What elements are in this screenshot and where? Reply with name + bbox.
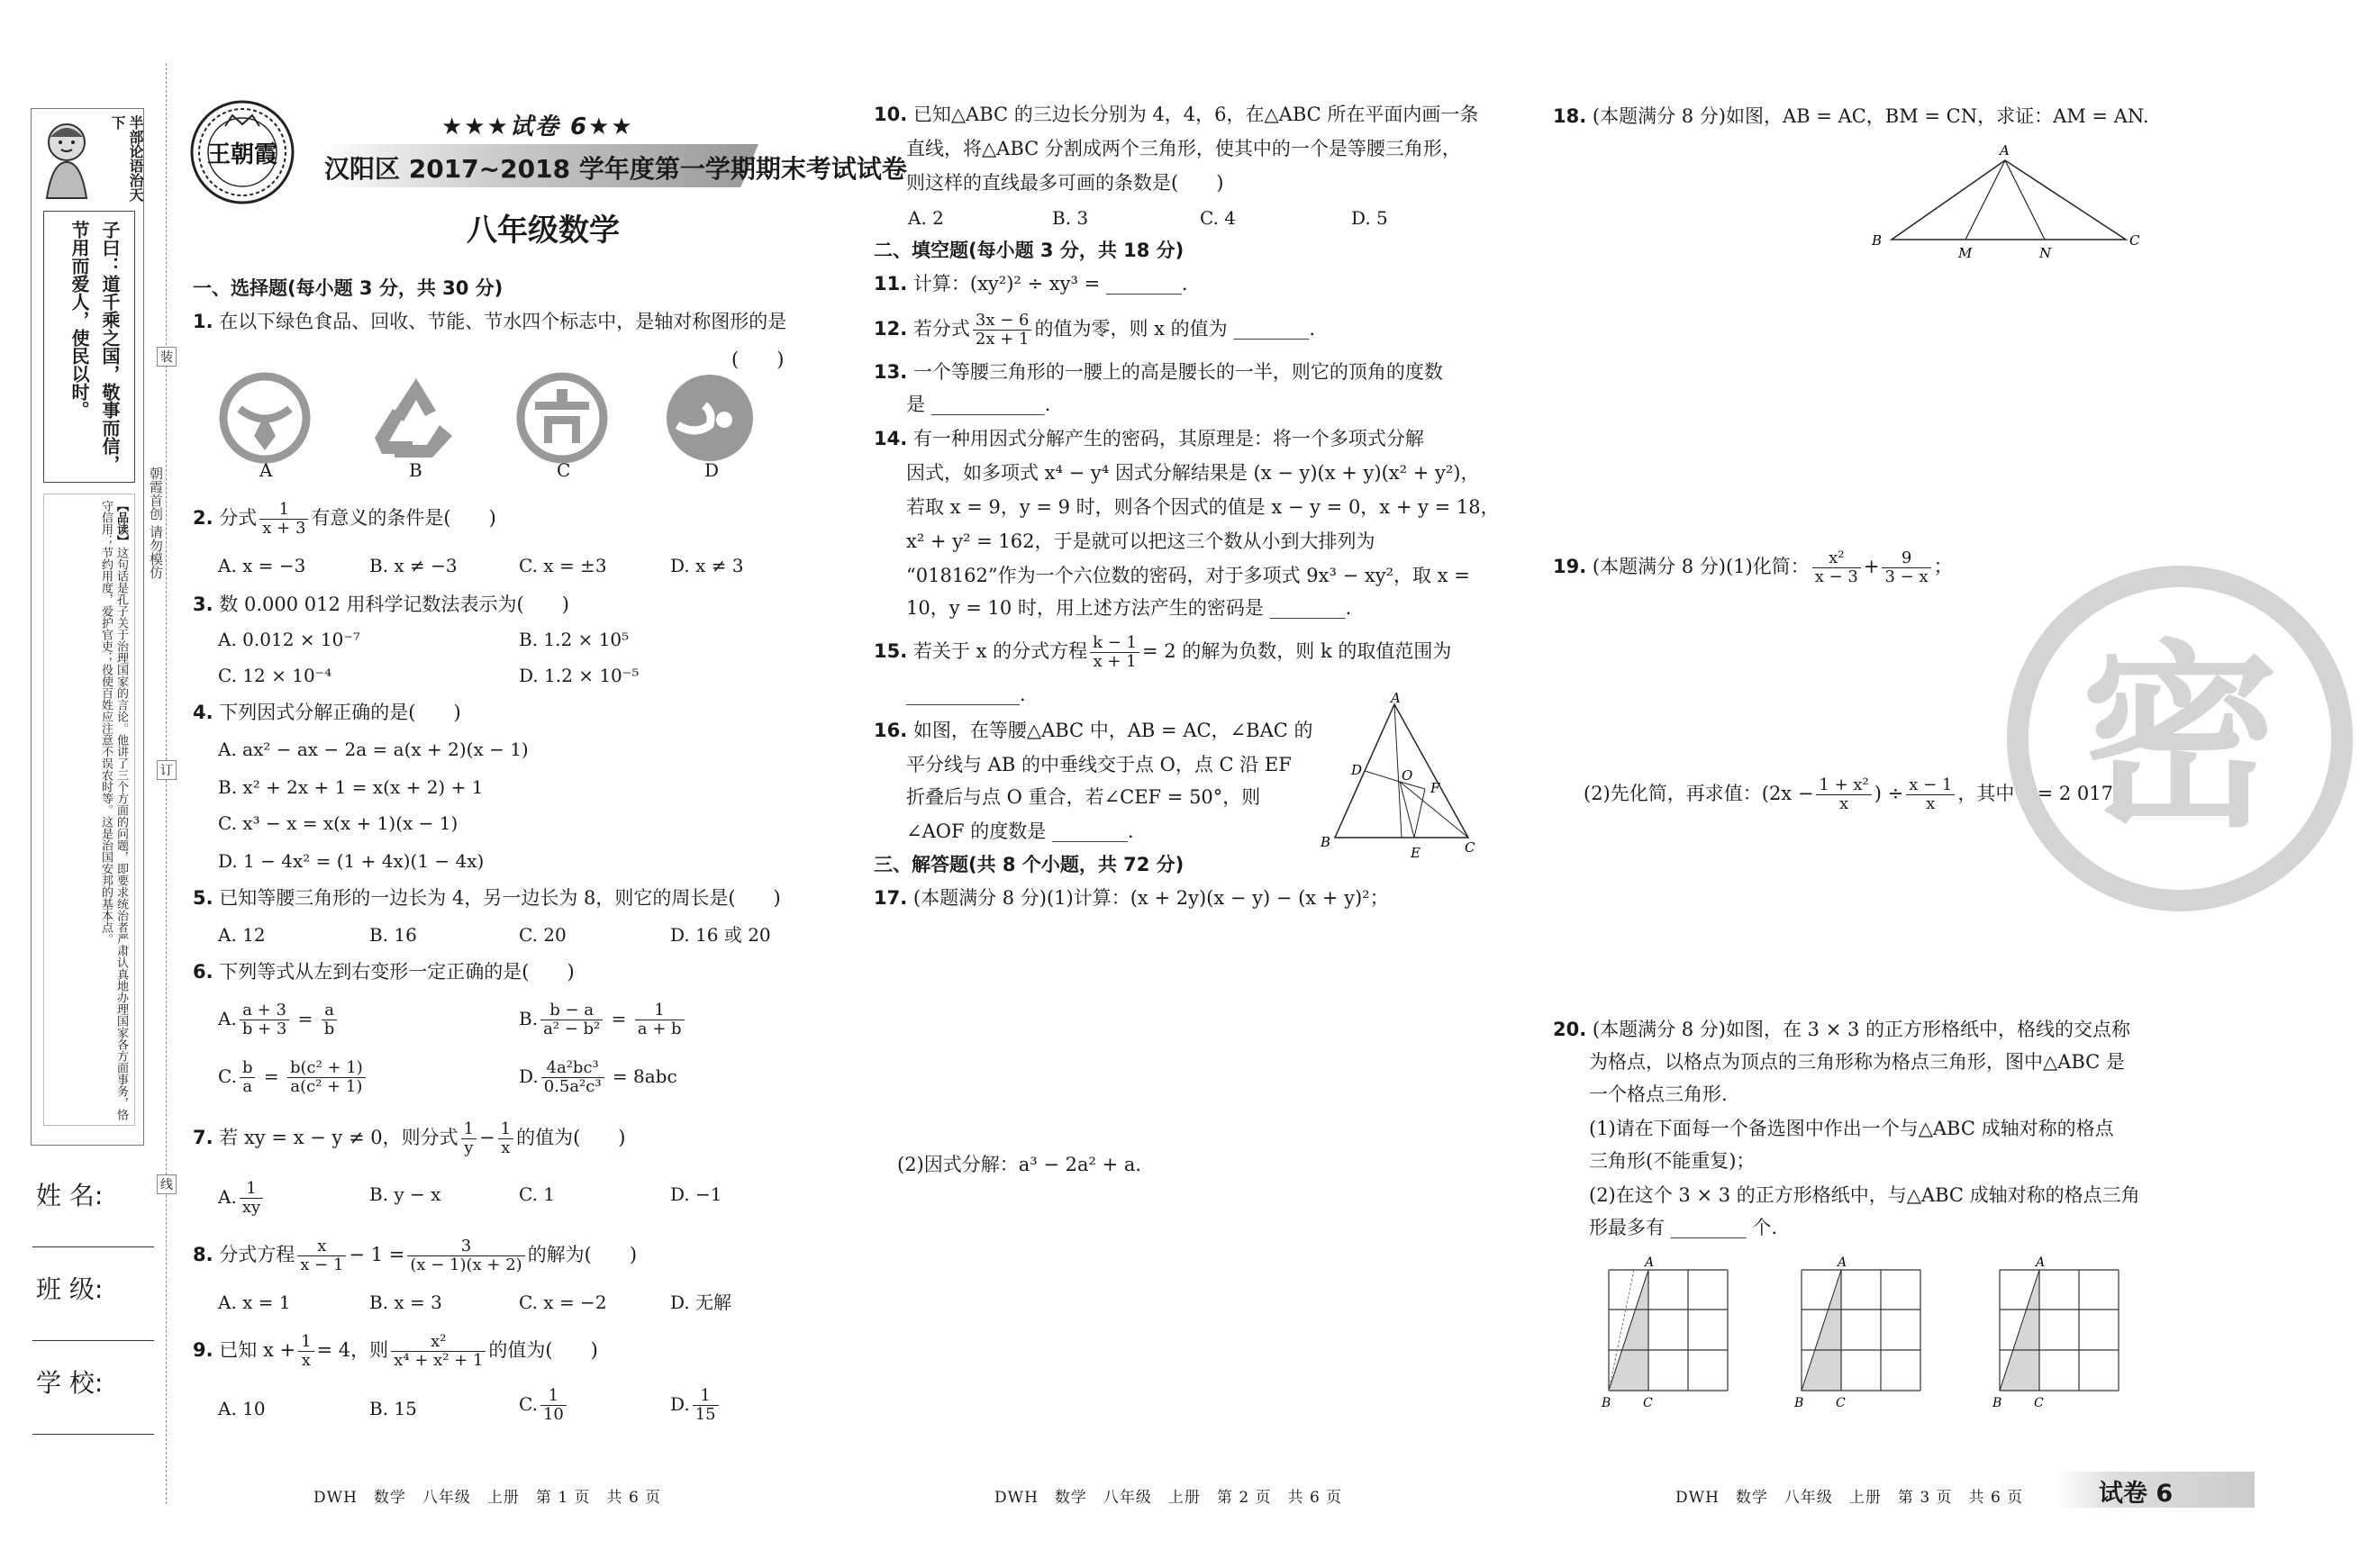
- q16-label-f: F: [1430, 780, 1440, 796]
- q16-label-a: A: [1391, 690, 1401, 706]
- q2-option-b: B. x ≠ −3: [369, 555, 458, 576]
- q9-c-frac: [540, 1387, 567, 1424]
- q6-number: 6.: [193, 961, 213, 983]
- q19-frac2: [1882, 549, 1930, 586]
- question-10: [874, 101, 1478, 128]
- q16-figure: [1315, 690, 1477, 868]
- q18-number: 18.: [1553, 105, 1587, 127]
- question-15: [874, 634, 1451, 671]
- q19-mid: +: [1863, 556, 1880, 577]
- q20-line-5: 三角形(不能重复)；: [1589, 1150, 1756, 1172]
- q19-n2: 9: [1882, 549, 1930, 568]
- q20-grid3-label-a: A: [2036, 1255, 2046, 1270]
- q9-option-c: [519, 1387, 569, 1424]
- q20-grid-2: [1787, 1257, 1922, 1416]
- q15-line-2: ____________.: [906, 684, 1026, 705]
- q19-p2-frac1: [1816, 776, 1871, 813]
- header-badge: ★★★试卷 6★★: [441, 113, 634, 140]
- q7-a-d: xy: [241, 1198, 261, 1217]
- question-16: [874, 717, 1312, 744]
- question-8: [193, 1237, 637, 1274]
- q1-text: 在以下绿色食品、回收、节能、节水四个标志中，是轴对称图形的是: [219, 311, 787, 332]
- footer-page-3: DWH 数学 八年级 上册 第 3 页 共 6 页: [1675, 1489, 2024, 1507]
- secret-watermark: [2000, 558, 2297, 919]
- q6-c-frac1: [240, 1059, 256, 1096]
- q19-p2-pre: (2)先化简，再求值：(2x −: [1584, 783, 1814, 804]
- q9-d-label: D.: [670, 1393, 690, 1415]
- question-20: [1553, 1016, 2130, 1043]
- q20-grid1-label-c: C: [1643, 1396, 1653, 1410]
- q7-mid: −: [479, 1127, 495, 1148]
- q19-pre: (本题满分 8 分)(1)化简：: [1592, 556, 1810, 577]
- q15-pre: 若关于 x 的分式方程: [912, 640, 1088, 662]
- q7-frac1: [461, 1120, 477, 1157]
- q8-number: 8.: [193, 1244, 213, 1265]
- q6-a-frac1: [240, 1002, 290, 1038]
- q3-text: 数 0.000 012 用科学记数法表示为( ): [219, 594, 569, 615]
- class-field-line: [32, 1340, 154, 1341]
- q14-line-5: “018162”作为一个六位数的密码，对于多项式 9x³ − xy²，取 x =: [906, 565, 1470, 586]
- q16-label-o: O: [1402, 767, 1413, 784]
- q19-p2-d1: x: [1839, 794, 1849, 813]
- question-14: [874, 425, 1424, 452]
- q20-grid3-label-b: B: [1992, 1396, 2002, 1410]
- q1-label-b: B: [409, 459, 422, 481]
- q9-number: 9.: [193, 1339, 213, 1361]
- q2-option-a: A. x = −3: [218, 555, 306, 576]
- q20-grid1-label-a: A: [1645, 1255, 1655, 1270]
- q17-part-2: (2)因式分解：a³ − 2a² + a.: [897, 1154, 1142, 1175]
- q10-option-a: A. 2: [908, 207, 944, 229]
- q7-frac2: [498, 1120, 513, 1157]
- q12-number: 12.: [874, 318, 908, 340]
- q15-n: k − 1: [1090, 634, 1139, 653]
- q20-grid2-label-a: A: [1838, 1255, 1847, 1270]
- q20-grid1-label-b: B: [1602, 1396, 1611, 1410]
- seal-mark-2: 订: [157, 760, 177, 780]
- q6-option-d: [519, 1059, 677, 1096]
- q16-label-c: C: [1465, 839, 1475, 856]
- class-label: 班 级:: [36, 1274, 104, 1304]
- sidebar-pindu-label: 【品读】: [114, 500, 128, 547]
- q9-n2: x²: [391, 1333, 486, 1352]
- q7-post: 的值为( ): [516, 1127, 626, 1148]
- sidebar-avatar: [34, 115, 99, 202]
- q18-label-b: B: [1872, 232, 1883, 249]
- q19-p2-n2: x − 1: [1906, 776, 1955, 795]
- q2-post: 有意义的条件是( ): [311, 507, 496, 529]
- question-9: [193, 1333, 598, 1370]
- q12-n: 3x − 6: [973, 312, 1032, 331]
- q6-text: 下列等式从左到右变形一定正确的是( ): [219, 961, 575, 983]
- q1-number: 1.: [193, 311, 213, 332]
- q15-post: = 2 的解为负数，则 k 的取值范围为: [1141, 640, 1452, 662]
- q16-line-4: ∠AOF 的度数是 ________.: [906, 820, 1134, 842]
- q1-label-c: C: [557, 459, 571, 481]
- q1-logo-b-recycle-icon: [368, 373, 465, 467]
- question-11: [874, 270, 1188, 297]
- q6-d-frac1: [541, 1059, 604, 1096]
- q17-text: (本题满分 8 分)(1)计算：(x + 2y)(x − y) − (x + y)²；: [912, 887, 1389, 909]
- q20-line-7: 形最多有 ________ 个.: [1589, 1217, 1778, 1238]
- q7-a-n: 1: [240, 1180, 263, 1199]
- question-5: [193, 884, 781, 911]
- q19-p2-post: ，其中 x = 2 017.: [1957, 783, 2119, 804]
- q17-number: 17.: [874, 887, 908, 909]
- footer-page-1: DWH 数学 八年级 上册 第 1 页 共 6 页: [313, 1489, 662, 1507]
- watermark-glyph: 密: [2080, 623, 2280, 854]
- q10-option-b: B. 3: [1052, 207, 1089, 229]
- q6-b-n1: b − a: [540, 1002, 603, 1020]
- q3-number: 3.: [193, 594, 213, 615]
- q1-label-a: A: [259, 459, 273, 481]
- q16-label-e: E: [1411, 845, 1421, 861]
- q8-option-c: C. x = −2: [519, 1292, 607, 1313]
- q4-number: 4.: [193, 702, 213, 723]
- q14-number: 14.: [874, 428, 908, 449]
- q6-a-label: A.: [218, 1008, 237, 1029]
- q4-option-d: D. 1 − 4x² = (1 + 4x)(1 − 4x): [218, 850, 485, 872]
- q8-post: 的解为( ): [527, 1244, 638, 1265]
- q2-number: 2.: [193, 507, 213, 529]
- q5-option-d: D. 16 或 20: [670, 924, 771, 946]
- q16-line-3: 折叠后与点 O 重合，若∠CEF = 50°，则: [906, 786, 1261, 808]
- q5-number: 5.: [193, 887, 213, 909]
- q4-option-b: B. x² + 2x + 1 = x(x + 2) + 1: [218, 776, 484, 798]
- q9-post: 的值为( ): [488, 1339, 598, 1361]
- question-18: [1553, 103, 2149, 130]
- q19-p2-d2: x: [1926, 794, 1936, 813]
- q20-grid-3: [1985, 1257, 2120, 1416]
- q6-b-d1: a² − b²: [543, 1020, 601, 1038]
- question-19: [1553, 549, 1953, 586]
- q8-d1: x − 1: [300, 1255, 344, 1274]
- q6-option-c: C. $\frac{b}{a}$ = $\frac{\text{b(c² + 1)}}{\text{a(c² + 1)}}$: [218, 1059, 368, 1096]
- q3-option-b: B. 1.2 × 10⁵: [519, 629, 630, 650]
- q7-d1: y: [464, 1138, 474, 1157]
- q4-option-a: A. ax² − ax − 2a = a(x + 2)(x − 1): [218, 739, 529, 760]
- q9-d-n: 1: [693, 1387, 719, 1406]
- q7-option-c: C. 1: [519, 1183, 556, 1205]
- question-4: [193, 699, 461, 726]
- q16-number: 16.: [874, 720, 908, 741]
- q19-d1: x − 3: [1814, 567, 1858, 586]
- q6-c-d1: a: [242, 1077, 253, 1096]
- q19-p2-mid: ) ÷: [1874, 783, 1904, 804]
- q6-b-label: B.: [519, 1008, 539, 1029]
- exam-title: 汉阳区 2017~2018 学年度第一学期期末考试试卷: [324, 154, 907, 184]
- q12-frac: [973, 312, 1032, 349]
- q7-pre: 若 xy = x − y ≠ 0，则分式: [219, 1127, 458, 1148]
- q9-option-a: A. 10: [218, 1398, 266, 1419]
- q1-answer-paren: ( ): [731, 349, 785, 370]
- q7-option-b: B. y − x: [369, 1183, 441, 1205]
- q16-line-1: 如图，在等腰△ABC 中，AB = AC，∠BAC 的: [912, 720, 1313, 741]
- q9-n1: 1: [298, 1333, 313, 1352]
- q9-pre: 已知 x +: [219, 1339, 296, 1361]
- q9-d1: x: [301, 1351, 311, 1370]
- q9-option-b: B. 15: [369, 1398, 417, 1419]
- q9-d-d: 15: [694, 1405, 716, 1424]
- q2-frac-num: 1: [259, 501, 308, 520]
- q1-logo-c-icon: [517, 373, 607, 467]
- q20-number: 20.: [1553, 1019, 1587, 1040]
- q19-frac1: [1812, 549, 1861, 586]
- name-label: 姓 名:: [36, 1181, 104, 1210]
- q16-line-2: 平分线与 AB 的中垂线交于点 O，点 C 沿 EF: [906, 754, 1292, 775]
- q1-logo-a-icon: [220, 373, 310, 467]
- q14-line-4: x² + y² = 162，于是就可以把这三个数从小到大排列为: [906, 530, 1375, 552]
- q7-a-frac: [240, 1180, 263, 1217]
- q6-c-n1: b: [240, 1059, 256, 1078]
- q19-d2: 3 − x: [1884, 567, 1929, 586]
- question-12: [874, 312, 1315, 349]
- q2-option-d: D. x ≠ 3: [670, 555, 744, 576]
- q18-label-m: M: [1958, 245, 1973, 261]
- q9-c-n: 1: [540, 1387, 567, 1406]
- q19-p2-frac2: [1906, 776, 1955, 813]
- question-1: [193, 308, 786, 335]
- q9-c-d: 10: [542, 1405, 564, 1424]
- section-2-heading: 二、填空题(每小题 3 分，共 18 分): [874, 240, 1185, 261]
- q9-frac1: [298, 1333, 313, 1370]
- q15-number: 15.: [874, 640, 908, 662]
- q3-option-c: C. 12 × 10⁻⁴: [218, 665, 332, 686]
- q6-option-a: A. $\frac{a + 3}{b + 3}$ = $\frac{a}{b}$: [218, 1002, 340, 1038]
- question-2: [193, 501, 496, 538]
- q14-line-2: 因式，如多项式 x⁴ − y⁴ 因式分解结果是 (x − y)(x + y)(x² + y²)，: [906, 462, 1480, 484]
- q7-d2: x: [501, 1138, 511, 1157]
- q7-number: 7.: [193, 1127, 213, 1148]
- margin-note: 朝霞首创 请勿模仿: [148, 467, 164, 579]
- question-13: [874, 358, 1443, 385]
- q2-pre: 分式: [219, 507, 258, 529]
- question-17: [874, 884, 1389, 911]
- sidebar-quote: 子曰：道千乘之国，敬事而信，节用而爱人，使民以时。: [68, 221, 121, 473]
- question-3: [193, 591, 569, 618]
- q8-frac2: [407, 1237, 524, 1274]
- q12-d: 2x + 1: [975, 330, 1030, 349]
- sidebar-pindu-text: 这句话是孔子关于治理国家的言论。他讲了三个方面的问题，即要求统治者严肃认真地办理国家各方面事务，恪守信用；节约用度，爱护官吏；役使百姓应注意不误农时等。这是治国安邦的基本点。: [99, 500, 128, 1120]
- q2-fraction: [259, 501, 308, 538]
- question-7: [193, 1120, 625, 1157]
- q9-c-label: C.: [519, 1393, 538, 1415]
- q11-text: 计算：(xy²)² ÷ xy³ = ________.: [912, 273, 1188, 295]
- q7-n1: 1: [461, 1120, 477, 1139]
- name-field-line: [32, 1246, 154, 1247]
- q15-frac: [1090, 634, 1139, 671]
- q9-frac2: [391, 1333, 486, 1370]
- q8-pre: 分式方程: [219, 1244, 295, 1265]
- q14-line-1: 有一种用因式分解产生的密码，其原理是：将一个多项式分解: [912, 428, 1424, 449]
- q18-label-c: C: [2129, 232, 2140, 249]
- q8-n1: x: [297, 1237, 346, 1256]
- question-6: [193, 958, 575, 985]
- q11-number: 11.: [874, 273, 908, 295]
- q10-option-c: C. 4: [1200, 207, 1237, 229]
- q8-option-b: B. x = 3: [369, 1292, 442, 1313]
- q16-label-b: B: [1321, 834, 1331, 850]
- q6-b-frac2: [635, 1002, 685, 1038]
- q8-mid: − 1 =: [349, 1244, 405, 1265]
- q6-c-label: C.: [218, 1065, 237, 1087]
- q19-post: ；: [1933, 556, 1953, 577]
- q6-a-d2: b: [323, 1020, 335, 1038]
- q5-option-a: A. 12: [218, 924, 266, 946]
- q20-grid-1: [1594, 1257, 1729, 1416]
- q14-line-3: 若取 x = 9，y = 9 时，则各个因式的值是 x − y = 0，x + y = 18，: [906, 496, 1500, 518]
- q16-label-d: D: [1351, 762, 1363, 778]
- q5-text: 已知等腰三角形的一边长为 4，另一边长为 8，则它的周长是( ): [219, 887, 781, 909]
- q7-n2: 1: [498, 1120, 513, 1139]
- q10-number: 10.: [874, 104, 908, 125]
- q10-option-d: D. 5: [1351, 207, 1388, 229]
- q6-a-n2: a: [322, 1002, 338, 1020]
- q6-c-d2: a(c² + 1): [290, 1077, 363, 1096]
- school-label: 学 校:: [36, 1368, 104, 1398]
- q20-grid3-label-c: C: [2034, 1396, 2044, 1410]
- q6-b-frac1: [540, 1002, 603, 1038]
- q20-grid2-label-b: B: [1794, 1396, 1804, 1410]
- q6-a-n1: a + 3: [240, 1002, 290, 1020]
- q19-n1: x²: [1812, 549, 1861, 568]
- q6-c-frac2: [287, 1059, 366, 1096]
- school-field-line: [32, 1434, 154, 1435]
- sidebar-pindu-box: [43, 494, 135, 1126]
- q10-line-1: 已知△ABC 的三边长分别为 4，4，6，在△ABC 所在平面内画一条: [912, 104, 1479, 125]
- q6-b-n2: 1: [635, 1002, 685, 1020]
- q2-frac-den: x + 3: [262, 519, 306, 538]
- q6-d-d1: 0.5a²c³: [543, 1077, 602, 1096]
- q12-pre: 若分式: [912, 318, 970, 340]
- section-3-heading: 三、解答题(共 8 个小题，共 72 分): [874, 854, 1185, 875]
- q9-mid: = 4，则: [316, 1339, 389, 1361]
- logo-text: 王朝霞: [206, 141, 278, 168]
- q18-label-n: N: [2039, 245, 2052, 261]
- q6-d-label: D.: [519, 1065, 539, 1087]
- q18-figure: [1865, 139, 2144, 268]
- q19-number: 19.: [1553, 556, 1587, 577]
- seal-mark-1: 装: [157, 347, 177, 367]
- q20-line-6: (2)在这个 3 × 3 的正方形格纸中，与△ABC 成轴对称的格点三角: [1589, 1184, 2140, 1206]
- q18-label-a: A: [2000, 142, 2010, 159]
- q8-option-a: A. x = 1: [218, 1292, 291, 1313]
- q20-grid2-label-c: C: [1836, 1396, 1846, 1410]
- q13-line-1: 一个等腰三角形的一腰上的高是腰长的一半，则它的顶角的度数: [912, 361, 1443, 383]
- q8-frac1: [297, 1237, 346, 1274]
- q7-option-d: D. −1: [670, 1183, 722, 1205]
- q1-logo-d-water-icon: [665, 373, 755, 467]
- q19-p2-n1: 1 + x²: [1816, 776, 1871, 795]
- binding-line: [166, 63, 167, 1504]
- q8-option-d: D. 无解: [670, 1292, 732, 1313]
- q8-n2: 3: [407, 1237, 524, 1256]
- q5-option-c: C. 20: [519, 924, 567, 946]
- q1-label-d: D: [704, 459, 720, 481]
- q4-text: 下列因式分解正确的是( ): [219, 702, 461, 723]
- q20-line-3: 一个格点三角形.: [1589, 1083, 1728, 1105]
- seal-mark-3: 线: [157, 1174, 177, 1194]
- q9-d-frac: [693, 1387, 719, 1424]
- sidebar-vertical-title: 半部论语治天下: [109, 115, 144, 202]
- q6-d-n1: 4a²bc³: [541, 1059, 604, 1078]
- logo-emblem: [189, 99, 295, 205]
- q10-line-3: 则这样的直线最多可画的条数是( ): [906, 172, 1224, 194]
- q7-option-a: [218, 1180, 266, 1217]
- q14-line-6: 10，y = 10 时，用上述方法产生的密码是 ________.: [906, 597, 1352, 619]
- q3-option-a: A. 0.012 × 10⁻⁷: [218, 629, 360, 650]
- q13-line-2: 是 ____________.: [906, 394, 1051, 415]
- q13-number: 13.: [874, 361, 908, 383]
- q6-d-result: = 8abc: [612, 1065, 677, 1087]
- q5-option-b: B. 16: [369, 924, 417, 946]
- q8-d2: (x − 1)(x + 2): [410, 1255, 522, 1274]
- q20-line-1: (本题满分 8 分)如图，在 3 × 3 的正方形格纸中，格线的交点称: [1592, 1019, 2131, 1040]
- q3-option-d: D. 1.2 × 10⁻⁵: [519, 665, 640, 686]
- sidebar-quote-box: [43, 211, 135, 483]
- q6-option-b: B. $\frac{b - a}{\text{a² − b²}}$ = $\frac{1}{a + b}$: [519, 1002, 687, 1038]
- q2-option-c: C. x = ±3: [519, 555, 607, 576]
- q9-option-d: [670, 1387, 722, 1424]
- footer-page-2: DWH 数学 八年级 上册 第 2 页 共 6 页: [994, 1489, 1343, 1507]
- q6-a-frac2: [322, 1002, 338, 1038]
- q15-d: x + 1: [1093, 652, 1137, 671]
- footer-badge: 试卷 6: [2099, 1480, 2174, 1508]
- q6-b-d2: a + b: [637, 1020, 682, 1038]
- q9-d2: x⁴ + x² + 1: [394, 1351, 484, 1370]
- q10-line-2: 直线，将△ABC 分割成两个三角形，使其中的一个是等腰三角形，: [906, 138, 1461, 159]
- q18-text: (本题满分 8 分)如图，AB = AC，BM = CN，求证：AM = AN.: [1592, 105, 2149, 127]
- q20-line-4: (1)请在下面每一个备选图中作出一个与△ABC 成轴对称的格点: [1589, 1118, 2114, 1139]
- exam-subject: 八年级数学: [467, 213, 620, 249]
- q20-line-2: 为格点，以格点为顶点的三角形称为格点三角形，图中△ABC 是: [1589, 1051, 2125, 1073]
- q6-c-n2: b(c² + 1): [287, 1059, 366, 1078]
- section-1-heading: 一、选择题(每小题 3 分，共 30 分): [193, 277, 504, 299]
- q12-post: 的值为零，则 x 的值为 ________.: [1034, 318, 1316, 340]
- q4-option-c: C. x³ − x = x(x + 1)(x − 1): [218, 812, 458, 834]
- q6-a-d1: b + 3: [241, 1020, 287, 1038]
- q7-a-label: A.: [218, 1186, 237, 1208]
